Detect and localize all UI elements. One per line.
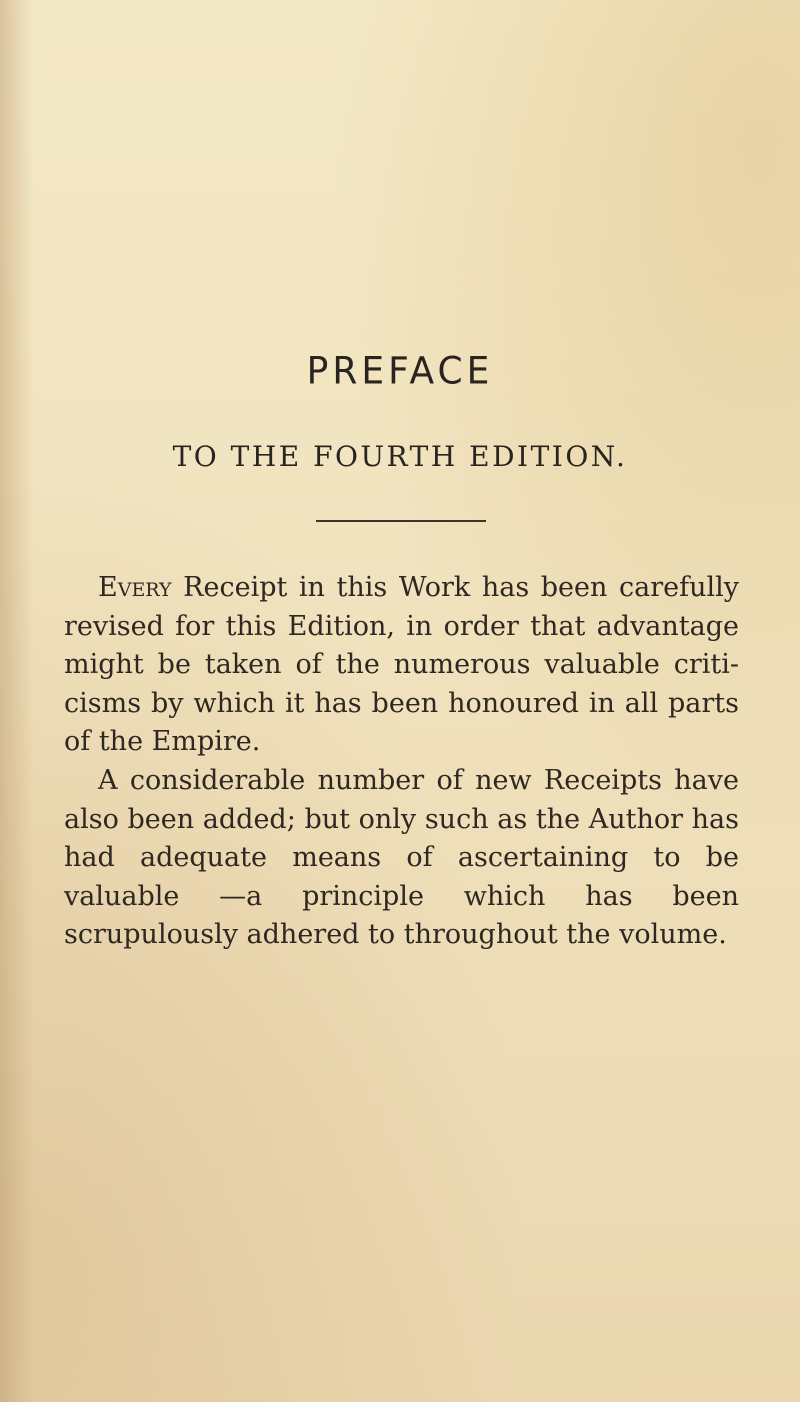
drop-word-rest: very: [117, 572, 172, 603]
drop-word-initial: E: [98, 572, 118, 603]
divider-rule: [316, 520, 486, 522]
paragraph-1: [64, 569, 739, 762]
page-subtitle: TO THE FOURTH EDITION.: [172, 440, 628, 473]
paragraph-1-text: Receipt in this Work has been carefully revised for this Edition, in order that advantage might be taken of the numerous valuable criti- cisms by which it has been honoured in all parts of the Empire.: [64, 572, 739, 758]
page-title: PREFACE: [306, 349, 494, 394]
paragraph-2: A considerable number of new Receipts have also been added; but only such as the Author has had adequate means of ascertaining to be valuable —a principle which has been scrupulously adhered to throughout the volume.: [64, 764, 739, 951]
page-edge-shadow: [0, 0, 34, 1402]
preface-body: [64, 569, 739, 955]
